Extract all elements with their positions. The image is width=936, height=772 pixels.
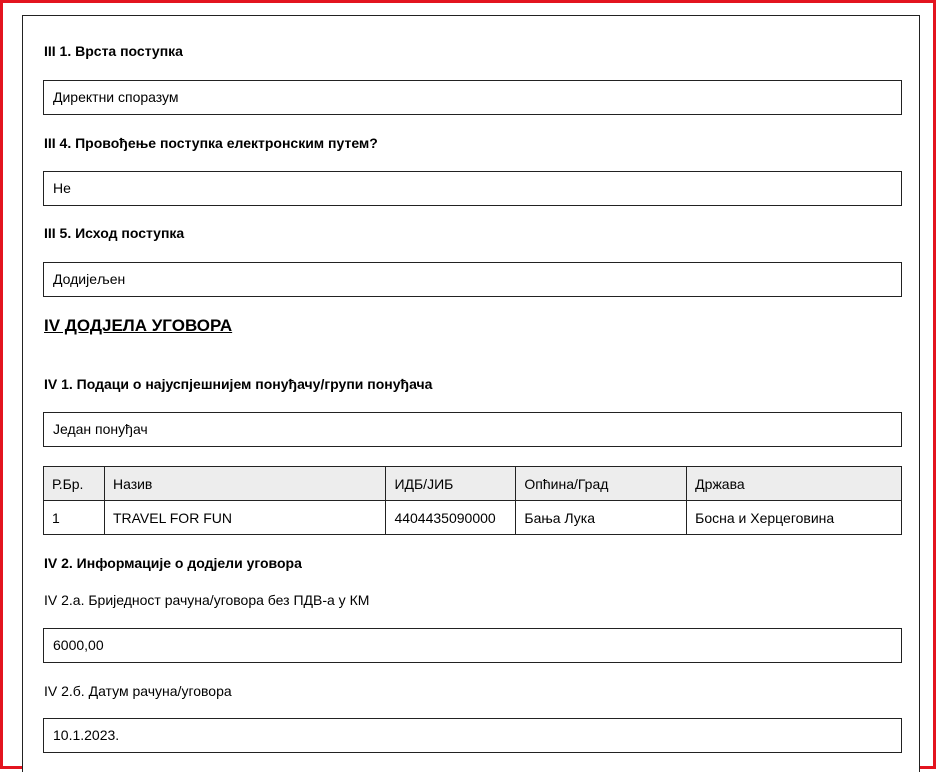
document-page: [22, 15, 920, 772]
col-header-name: Назив: [104, 467, 386, 501]
procedure-type-label: III 1. Врста поступка: [44, 43, 183, 59]
electronic-procedure-label: III 4. Провођење поступка електронским путем?: [44, 135, 378, 151]
cell-country: Босна и Херцеговина: [687, 501, 902, 535]
cell-id: 4404435090000: [386, 501, 516, 535]
contract-value-value: 6000,00: [43, 628, 902, 663]
contract-date-label: IV 2.б. Датум рачуна/уговора: [44, 683, 232, 699]
col-header-id: ИДБ/ЈИБ: [386, 467, 516, 501]
col-header-number: Р.Бр.: [44, 467, 105, 501]
table-header-row: [44, 467, 902, 501]
table-row: [44, 501, 902, 535]
procedure-outcome-value: Додијељен: [43, 262, 902, 297]
contract-date-value: 10.1.2023.: [43, 718, 902, 753]
procedure-type-value: Директни споразум: [43, 80, 902, 115]
contract-value-label: IV 2.а. Бриједност рачуна/уговора без ПДВ-а у КМ: [44, 592, 370, 608]
electronic-procedure-value: Не: [43, 171, 902, 206]
col-header-municipality: Опћина/Град: [516, 467, 687, 501]
contract-award-heading: IV ДОДЈЕЛА УГОВОРА: [44, 316, 233, 335]
best-bidder-label: IV 1. Подаци о најуспјешнијем понуђачу/групи понуђача: [44, 376, 433, 392]
procedure-outcome-label: III 5. Исход поступка: [44, 225, 185, 241]
cell-municipality: Бања Лука: [516, 501, 687, 535]
bidders-table: [43, 466, 902, 535]
cell-number: 1: [44, 501, 105, 535]
col-header-country: Држава: [687, 467, 902, 501]
cell-name: TRAVEL FOR FUN: [104, 501, 386, 535]
best-bidder-value: Један понуђач: [43, 412, 902, 447]
award-info-label: IV 2. Информације о додјели уговора: [44, 555, 302, 571]
